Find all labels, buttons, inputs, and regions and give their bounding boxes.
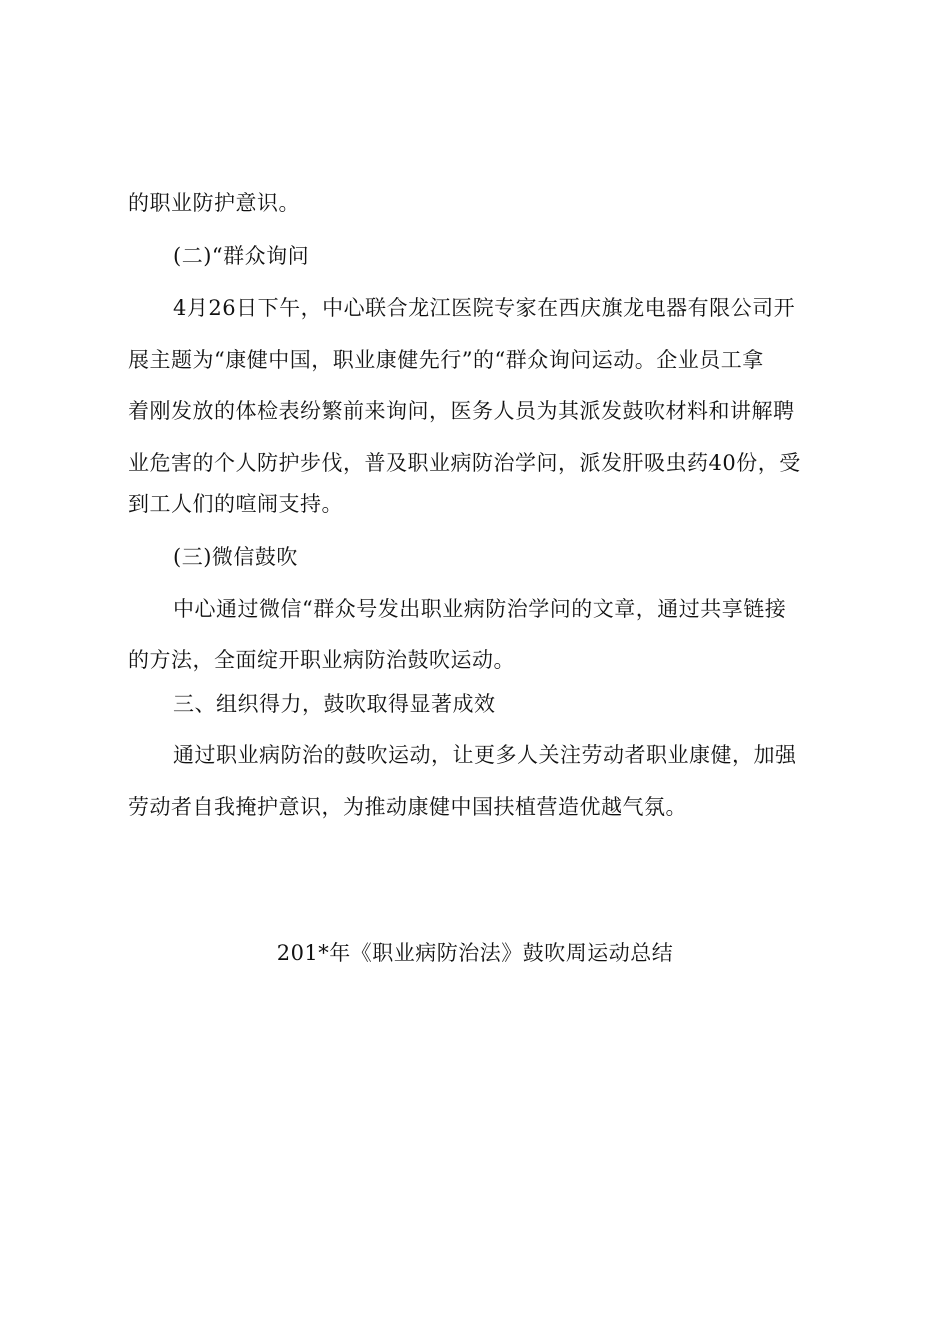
paragraph-line: 劳动者自我掩护意识，为推动康健中国扶植营造优越气氛。	[128, 795, 687, 819]
paragraph-line: 业危害的个人防护步伐，普及职业病防治学问，派发肝吸虫药40份，受	[128, 451, 801, 475]
paragraph-line: 的职业防护意识。	[128, 191, 300, 215]
paragraph-line: 中心通过微信“群众号发出职业病防治学问的文章，通过共享链接	[173, 597, 787, 621]
paragraph-line: 到工人们的喧闹支持。	[128, 492, 343, 516]
document-title: 201*年《职业病防治法》鼓吹周运动总结	[276, 941, 674, 965]
paragraph-line: 的方法，全面绽开职业病防治鼓吹运动。	[128, 648, 515, 672]
paragraph-line: 展主题为“康健中国，职业康健先行”的“群众询问运动。企业员工拿	[128, 348, 764, 372]
paragraph-line: 通过职业病防治的鼓吹运动，让更多人关注劳动者职业康健，加强	[173, 743, 797, 767]
section-heading: 三、组织得力，鼓吹取得显著成效	[173, 692, 496, 716]
paragraph-line: 着刚发放的体检表纷繁前来询问，医务人员为其派发鼓吹材料和讲解聘	[128, 399, 795, 423]
section-heading: (三)微信鼓吹	[173, 545, 298, 569]
section-heading: (二)“群众询问	[173, 244, 310, 268]
paragraph-line: 4月26日下午，中心联合龙江医院专家在西庆旗龙电器有限公司开	[173, 296, 796, 320]
